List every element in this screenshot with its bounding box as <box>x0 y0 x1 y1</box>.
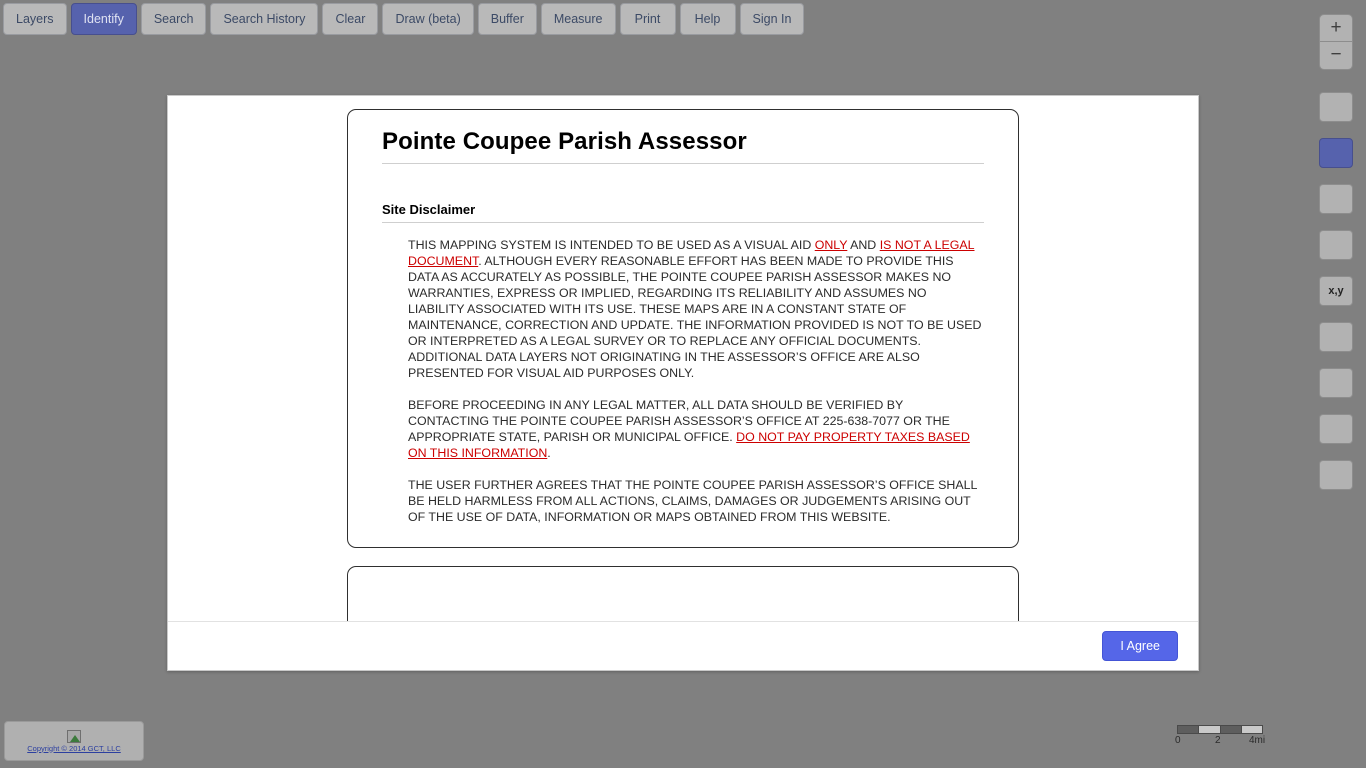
broken-image-icon <box>67 730 81 743</box>
rail-button-4[interactable] <box>1319 230 1353 260</box>
attribution-box <box>4 721 144 761</box>
rail-button-7[interactable] <box>1319 368 1353 398</box>
section-title: Site Disclaimer <box>382 202 984 223</box>
p1-text-c: . ALTHOUGH EVERY REASONABLE EFFORT HAS BEEN MADE TO PROVIDE THIS DATA AS ACCURATELY AS POSSIBLE, THE POINTE COUPEE PARISH ASSESSOR MAKES NO WARRANTIES, EXPRESS OR IMPLIED, REGARDING ITS RELIABILITY AND ASSUMES NO LIABILITY ASSOCIATED WITH ITS USE. THESE MAPS ARE IN A CONSTANT STATE OF MAINTENANCE, CORRECTION AND UPDATE. THE INFORMATION PROVIDED IS NOT TO BE USED OR INTERPRETED AS A LEGAL SURVEY OR TO REPLACE ANY OFFICIAL DOCUMENTS. ADDITIONAL DATA LAYERS NOT ORIGINATING IN THE ASSESSOR’S OFFICE ARE ALSO PRESENTED FOR VISUAL AID PURPOSES ONLY. <box>408 254 982 380</box>
rail-button-xy[interactable]: x,y <box>1319 276 1353 306</box>
map-tool-rail <box>1314 14 1358 506</box>
toolbar-button-layers[interactable]: Layers <box>3 3 67 35</box>
p2-text-a: BEFORE PROCEEDING IN ANY LEGAL MATTER, ALL DATA SHOULD BE VERIFIED BY CONTACTING THE POINTE COUPEE PARISH ASSESSOR’S OFFICE AT 225-638-7077 OR THE APPROPRIATE STATE, PARISH OR MUNICIPAL OFFICE. <box>408 398 950 444</box>
scale-bar-graphic <box>1177 725 1263 734</box>
p3-text-a: THE USER FURTHER AGREES THAT THE POINTE COUPEE PARISH ASSESSOR’S OFFICE SHALL BE HELD HARMLESS FROM ALL ACTIONS, CLAIMS, DAMAGES OR JUDGEMENTS ARISING OUT OF THE USE OF DATA, INFORMATION OR MAPS OBTAINED FROM THIS WEBSITE. <box>408 478 977 524</box>
map-scale-bar <box>1175 725 1266 748</box>
dialog-footer <box>168 621 1198 670</box>
scale-label-mid: 2 <box>1215 735 1221 746</box>
dialog-body <box>168 96 1198 621</box>
zoom-in-icon[interactable]: + <box>1320 15 1352 42</box>
rail-button-1[interactable] <box>1319 92 1353 122</box>
toolbar-button-sign-in[interactable]: Sign In <box>740 3 805 35</box>
scale-bar-labels <box>1175 734 1266 748</box>
toolbar-button-draw-beta[interactable]: Draw (beta) <box>382 3 473 35</box>
disclaimer-paragraph-2 <box>408 397 984 461</box>
p2-text-b: . <box>547 446 551 460</box>
top-toolbar <box>0 0 804 40</box>
secondary-panel <box>347 566 1019 621</box>
zoom-control-group <box>1319 14 1353 70</box>
disclaimer-paragraph-3 <box>408 477 984 525</box>
p1-text-a: THIS MAPPING SYSTEM IS INTENDED TO BE USED AS A VISUAL AID <box>408 238 815 252</box>
i-agree-button[interactable]: I Agree <box>1102 631 1178 661</box>
disclaimer-paragraph-1 <box>408 237 984 381</box>
rail-button-3[interactable] <box>1319 184 1353 214</box>
p2-warning-do-not-pay: DO NOT PAY PROPERTY TAXES BASED ON THIS INFORMATION <box>408 430 970 460</box>
p1-warning-only: ONLY <box>814 238 848 252</box>
toolbar-button-search-history[interactable]: Search History <box>210 3 318 35</box>
toolbar-button-buffer[interactable]: Buffer <box>478 3 537 35</box>
p1-warning-not-legal: IS NOT A LEGAL DOCUMENT <box>408 238 975 268</box>
rail-button-9[interactable] <box>1319 460 1353 490</box>
site-disclaimer-dialog <box>167 95 1199 671</box>
scale-label-end: 4mi <box>1249 735 1266 746</box>
page-title: Pointe Coupee Parish Assessor <box>382 128 984 164</box>
toolbar-button-search[interactable]: Search <box>141 3 207 35</box>
rail-button-6[interactable] <box>1319 322 1353 352</box>
scale-label-0: 0 <box>1175 735 1181 746</box>
rail-button-2[interactable] <box>1319 138 1353 168</box>
copyright-link[interactable]: Copyright © 2014 GCT, LLC <box>27 743 121 753</box>
p1-text-b: AND <box>847 238 880 252</box>
toolbar-button-identify[interactable]: Identify <box>71 3 137 35</box>
toolbar-button-clear[interactable]: Clear <box>322 3 378 35</box>
disclaimer-panel <box>347 109 1019 548</box>
toolbar-button-measure[interactable]: Measure <box>541 3 616 35</box>
zoom-out-icon[interactable]: − <box>1330 44 1342 65</box>
rail-button-8[interactable] <box>1319 414 1353 444</box>
rail-button-list <box>1319 92 1353 506</box>
toolbar-button-help[interactable]: Help <box>680 3 736 35</box>
toolbar-button-print[interactable]: Print <box>620 3 676 35</box>
